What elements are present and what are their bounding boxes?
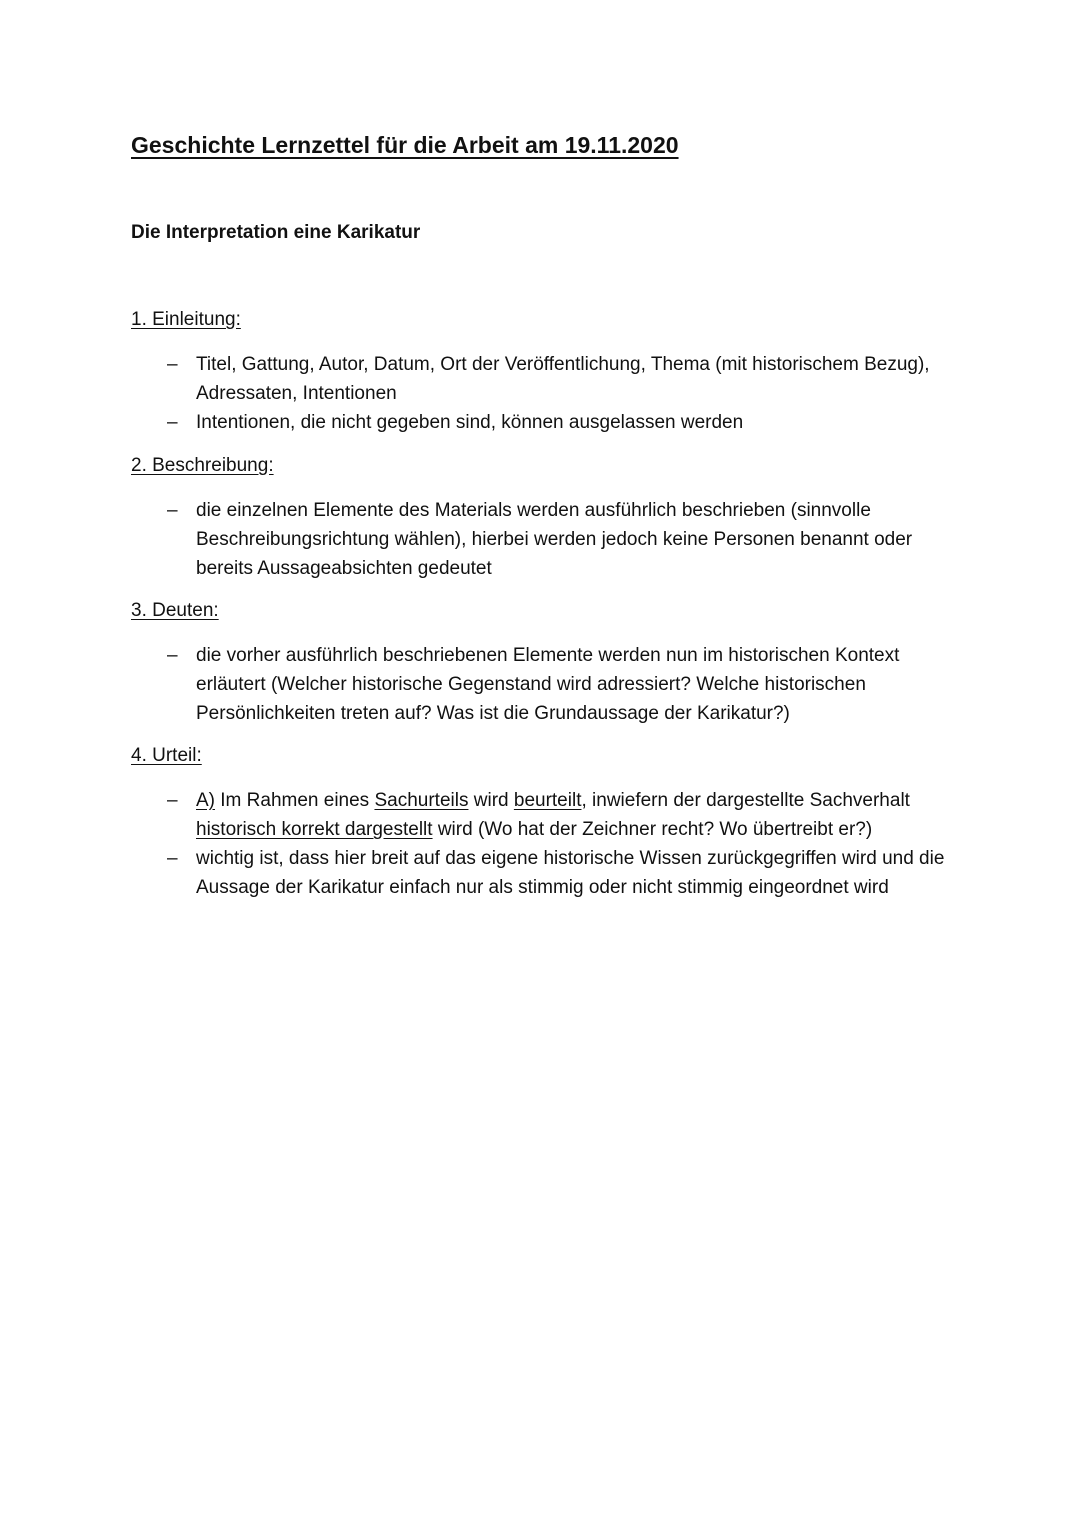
- list-item: [131, 408, 956, 437]
- term-sachurteil: Sachurteils: [374, 790, 469, 811]
- dash-bullet-icon: –: [167, 848, 178, 869]
- text-fragment: , inwiefern der dargestellte Sachverhalt: [581, 790, 910, 811]
- text-fragment: Im Rahmen eines: [215, 790, 375, 811]
- list-item: [131, 844, 956, 902]
- list-item: [131, 786, 956, 844]
- list-item-text: wichtig ist, dass hier breit auf das eigene historische Wissen zurückgegriffen wird und die Aussage der Karikatur einfach nur als stimmig oder nicht stimmig eingeordnet wird: [196, 848, 945, 898]
- dash-bullet-icon: –: [167, 500, 178, 521]
- section-heading: 1. Einleitung:: [131, 309, 241, 330]
- section-heading: 2. Beschreibung:: [131, 455, 274, 476]
- list-item-text: die vorher ausführlich beschriebenen Elemente werden nun im historischen Kontext erläutert (Welcher historische Gegenstand wird adressiert? Welche historischen Persönlichkeiten treten auf? Was ist die Grundaussage der Karikatur?): [196, 645, 900, 724]
- bullet-list: [131, 641, 991, 728]
- section-einleitung: [131, 306, 991, 437]
- section-deuten: [131, 597, 991, 728]
- bullet-list: [131, 496, 991, 583]
- section-beschreibung: [131, 452, 991, 583]
- list-item-text: Titel, Gattung, Autor, Datum, Ort der Veröffentlichung, Thema (mit historischem Bezug), Adressaten, Intentionen: [196, 354, 930, 404]
- list-item: [131, 641, 956, 728]
- term-beurteilt: beurteilt: [513, 790, 582, 811]
- dash-bullet-icon: –: [167, 354, 178, 375]
- section-heading: 3. Deuten:: [131, 600, 219, 621]
- dash-bullet-icon: –: [167, 790, 178, 811]
- list-item: [131, 496, 956, 583]
- dash-bullet-icon: –: [167, 412, 178, 433]
- list-item-text: die einzelnen Elemente des Materials werden ausführlich beschrieben (sinnvolle Beschreibungsrichtung wählen), hierbei werden jedoch keine Personen benannt oder bereits Aussageabsichten gedeutet: [196, 500, 913, 579]
- section-heading: 4. Urteil:: [131, 745, 202, 766]
- dash-bullet-icon: –: [167, 645, 178, 666]
- document-title: Geschichte Lernzettel für die Arbeit am 19.11.2020: [131, 132, 679, 158]
- list-item: [131, 350, 956, 408]
- section-urteil: [131, 742, 991, 902]
- bullet-list: [131, 350, 991, 437]
- bullet-list: [131, 786, 991, 902]
- document-subtitle: Die Interpretation eine Karikatur: [131, 222, 421, 243]
- item-label-a: A): [196, 790, 215, 811]
- list-item-text: Intentionen, die nicht gegeben sind, können ausgelassen werden: [196, 412, 744, 433]
- text-fragment: wird (Wo hat der Zeichner recht? Wo übertreibt er?): [432, 819, 873, 840]
- text-fragment: wird: [468, 790, 514, 811]
- term-historisch-korrekt: historisch korrekt dargestellt: [196, 819, 433, 840]
